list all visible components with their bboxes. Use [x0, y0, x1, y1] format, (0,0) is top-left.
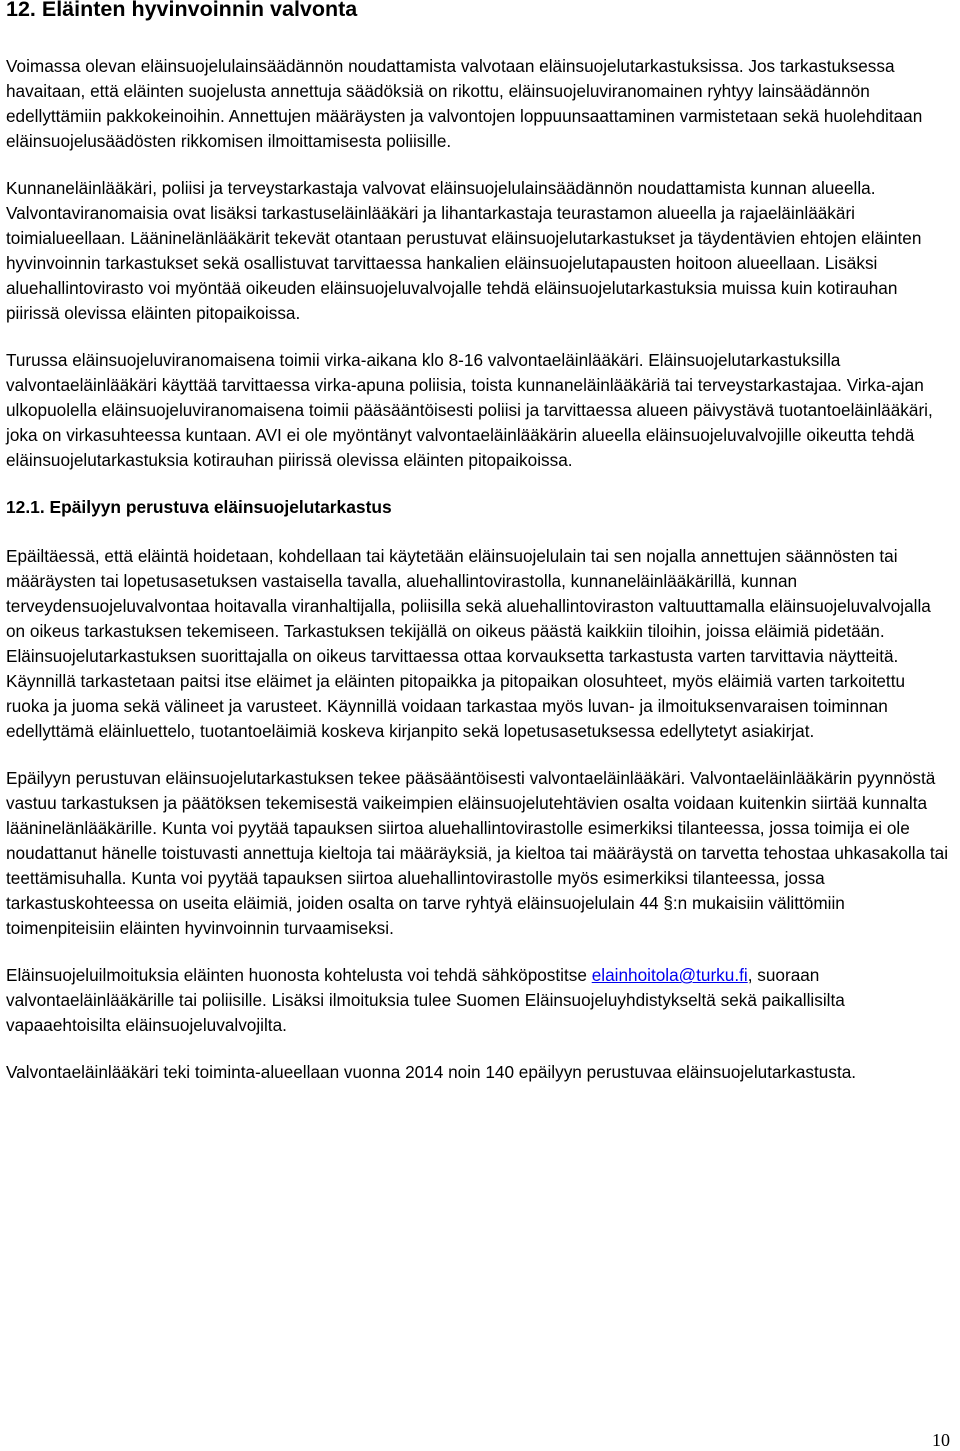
reporting-text-after: , suoraan valvontaeläinlääkärille tai poliisille. Lisäksi ilmoituksia tulee Suomen Eläinsuojeluyhdistykseltä sekä paikallisilta vapaaehtoisilta eläinsuojeluvalvojilta. — [6, 965, 845, 1035]
paragraph-supervision-intro: Voimassa olevan eläinsuojelulainsäädännön noudattamista valvotaan eläinsuojelutarkastuksissa. Jos tarkastuksessa havaitaan, että eläinten suojelusta annettuja säädöksiä on rikottu, eläinsuojeluviranomainen ryhtyy lainsäädännön edellyttämiin pakkokeinoihin. Annettujen määräysten ja valvontojen loppuunsaattaminen varmistetaan sekä huolehditaan eläinsuojelusäädösten rikkomisen ilmoittamisesta poliisille. — [6, 56, 923, 151]
paragraph-reporting — [6, 963, 952, 1038]
paragraph-authorities: Kunnaneläinlääkäri, poliisi ja terveystarkastaja valvovat eläinsuojelulainsäädännön noudattamista kunnan alueella. Valvontaviranomaisia ovat lisäksi tarkastuseläinlääkäri ja lihantarkastaja teurastamon alueella ja rajaeläinlääkäri toimialueellaan. Lääninelänlääkärit tekevät otantaan perustuvat eläinsuojelutarkastukset ja täydentävien ehtojen eläinten hyvinvoinnin tarkastukset sekä osallistuvat tarvittaessa hankalien eläinsuojelutapausten hoitoon alueellaan. Lisäksi aluehallintovirasto voi myöntää oikeuden eläinsuojeluvalvojalle tehdä eläinsuojelutarkastuksia muissa kuin kotirauhan piirissä olevissa eläinten pitopaikoissa. — [6, 178, 922, 323]
section-heading: 12. Eläinten hyvinvoinnin valvonta — [6, 0, 358, 21]
reporting-text-before: Eläinsuojeluilmoituksia eläinten huonosta kohtelusta voi tehdä sähköpostitse — [6, 965, 592, 985]
paragraph-inspection-responsibility: Epäilyyn perustuvan eläinsuojelutarkastuksen tekee pääsääntöisesti valvontaeläinlääkäri. Valvontaeläinlääkärin pyynnöstä vastuu tarkastuksen ja päätöksen tekemisestä vaikeimpien eläinsuojelutehtävien osalta voidaan kuitenkin siirtää kunnalta lääninelänlääkärille. Kunta voi pyytää tapauksen siirtoa aluehallintovirastolle esimerkiksi tilanteessa, jossa toimija ei ole noudattanut hänelle toistuvasti annettuja kieltoja tai määräyksiä, ja kieltoa tai määräystä on tarvetta tehostaa uhkasakolla tai teettämisuhalla. Kunta voi pyytää tapauksen siirtoa aluehallintovirastolle myös esimerkiksi tilanteessa, jossa tarkastuskohteessa on useita eläimiä, joiden osalta on tarve ryhtyä eläinsuojelulain 44 §:n mukaisiin välittömiin toimenpiteisiin eläinten hyvinvoinnin turvaamiseksi. — [6, 768, 949, 938]
body-text — [6, 54, 952, 1107]
paragraph-inspection-rights: Epäiltäessä, että eläintä hoidetaan, kohdellaan tai käytetään eläinsuojelulain tai sen nojalla annettujen säännösten tai määräysten tai lopetusasetuksen vastaisella tavalla, aluehallintovirastolla, kunnaneläinlääkärillä, kunnan terveydensuojeluvalvontaa hoitavalla viranhaltijalla, poliisilla sekä aluehallintoviraston valtuuttamalla eläinsuojeluvalvojalla on oikeus tarkastuksen tekemiseen. Tarkastuksen tekijällä on oikeus päästä kaikkiin tiloihin, joissa eläimiä pidetään. Eläinsuojelutarkastuksen suorittajalla on oikeus tarvittaessa ottaa korvauksetta tarkastusta varten tarvittavia näytteitä. Käynnillä tarkastetaan paitsi itse eläimet ja eläinten pitopaikka ja pitopaikan olosuhteet, myös eläimiä varten tarkoitettu ruoka ja juoma sekä välineet ja varusteet. Käynnillä voidaan tarkastaa myös luvan- ja ilmoituksenvaraisen toiminnan edellyttämä eläinluettelo, tuotantoeläimiä koskeva kirjanpito sekä lopetusasetuksessa edellytetyt asiakirjat. — [6, 546, 931, 741]
email-link[interactable]: elainhoitola@turku.fi — [591, 965, 748, 985]
paragraph-statistics: Valvontaeläinlääkäri teki toiminta-alueellaan vuonna 2014 noin 140 epäilyyn perustuvaa eläinsuojelutarkastusta. — [6, 1062, 857, 1082]
subsection-heading: 12.1. Epäilyyn perustuva eläinsuojelutarkastus — [6, 497, 392, 517]
paragraph-turku-authority: Turussa eläinsuojeluviranomaisena toimii virka-aikana klo 8-16 valvontaeläinlääkäri. Eläinsuojelutarkastuksilla valvontaeläinlääkäri käyttää tarvittaessa virka-apuna poliisia, toista kunnaneläinlääkäriä tai terveystarkastajaa. Virka-ajan ulkopuolella eläinsuojeluviranomaisena toimii pääsääntöisesti poliisi ja tarvittaessa alueen päivystävä tuotantoeläinlääkäri, joka on virkasuhteessa kuntaan. AVI ei ole myöntänyt valvontaeläinlääkärin alueella eläinsuojeluvalvojille oikeutta tehdä eläinsuojelutarkastuksia kotirauhan piirissä olevissa eläinten pitopaikoissa. — [6, 350, 933, 470]
page-number: 10 — [932, 1430, 950, 1450]
